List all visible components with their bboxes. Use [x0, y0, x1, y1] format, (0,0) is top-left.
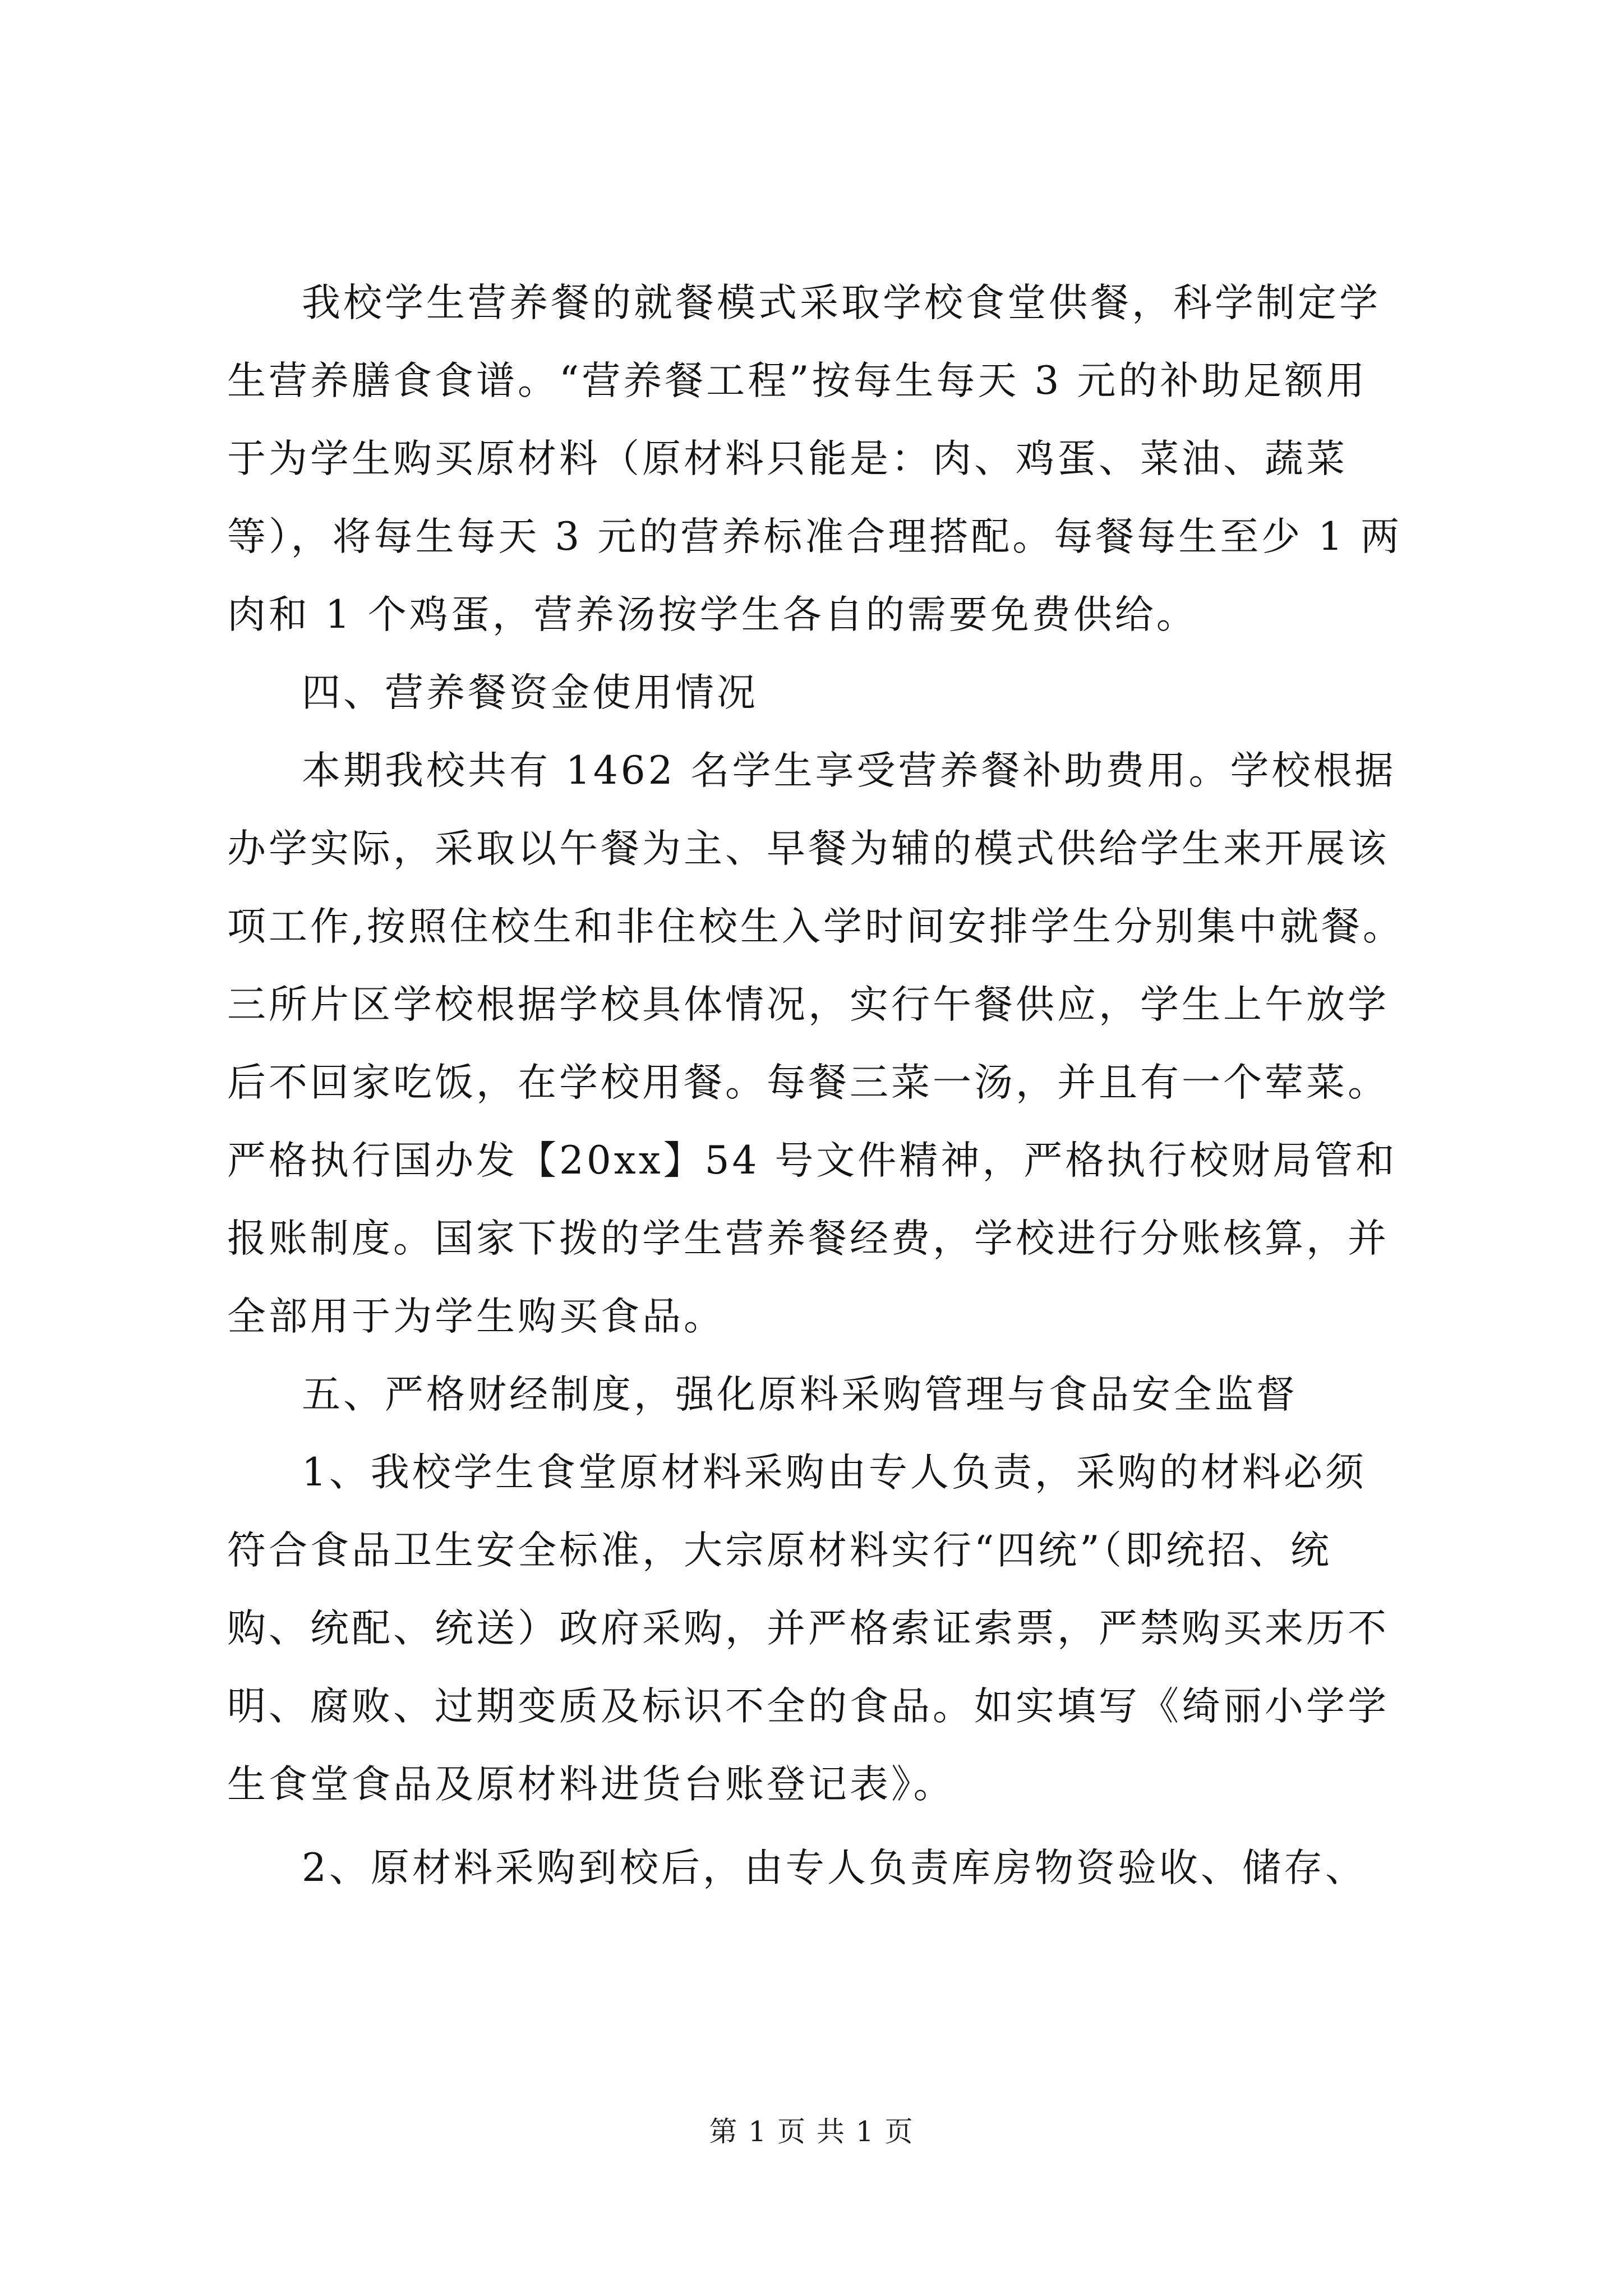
section-heading: 四、营养餐资金使用情况: [302, 670, 758, 715]
paragraph-line: 全部用于为学生购买食品。: [227, 1294, 725, 1339]
paragraph-line: 三所片区学校根据学校具体情况，实行午餐供应，学生上午放学: [227, 982, 1389, 1027]
page-footer: 第 1 页 共 1 页: [709, 2115, 914, 2148]
paragraph-line: 于为学生购买原材料（原材料只能是：肉、鸡蛋、菜油、蔬菜: [227, 436, 1348, 481]
paragraph-line: 肉和 1 个鸡蛋，营养汤按学生各自的需要免费供给。: [227, 592, 1198, 637]
section-heading: 五、严格财经制度，强化原料采购管理与食品安全监督: [302, 1372, 1298, 1417]
paragraph-line: 生营养膳食食谱。“营养餐工程”按每生每天 3 元的补助足额用: [227, 358, 1368, 403]
paragraph-line: 报账制度。国家下拨的学生营养餐经费，学校进行分账核算，并: [227, 1216, 1389, 1261]
paragraph-line: 严格执行国办发【20xx】54 号文件精神，严格执行校财局管和: [227, 1138, 1398, 1183]
paragraph-line: 购、统配、统送）政府采购，并严格索证索票，严禁购买来历不: [227, 1606, 1389, 1651]
paragraph-line: 本期我校共有 1462 名学生享受营养餐补助费用。学校根据: [302, 748, 1396, 793]
paragraph-line: 项工作,按照住校生和非住校生入学时间安排学生分别集中就餐。: [227, 904, 1404, 949]
paragraph-line: 符合食品卫生安全标准，大宗原材料实行“四统”（即统招、统: [227, 1528, 1332, 1573]
paragraph-line: 等），将每生每天 3 元的营养标准合理搭配。每餐每生至少 1 两: [227, 514, 1403, 559]
paragraph-line: 明、腐败、过期变质及标识不全的食品。如实填写《绮丽小学学: [227, 1684, 1389, 1729]
paragraph-line: 我校学生营养餐的就餐模式采取学校食堂供餐，科学制定学: [302, 280, 1381, 325]
paragraph-line: 生食堂食品及原材料进货台账登记表》。: [227, 1762, 955, 1807]
paragraph-line: 后不回家吃饭，在学校用餐。每餐三菜一汤，并且有一个荤菜。: [227, 1060, 1389, 1105]
paragraph-line: 1、我校学生食堂原材料采购由专人负责，采购的材料必须: [302, 1450, 1367, 1495]
paragraph-line: 办学实际，采取以午餐为主、早餐为辅的模式供给学生来开展该: [227, 826, 1389, 871]
paragraph-line: 2、原材料采购到校后，由专人负责库房物资验收、储存、: [302, 1846, 1367, 1890]
